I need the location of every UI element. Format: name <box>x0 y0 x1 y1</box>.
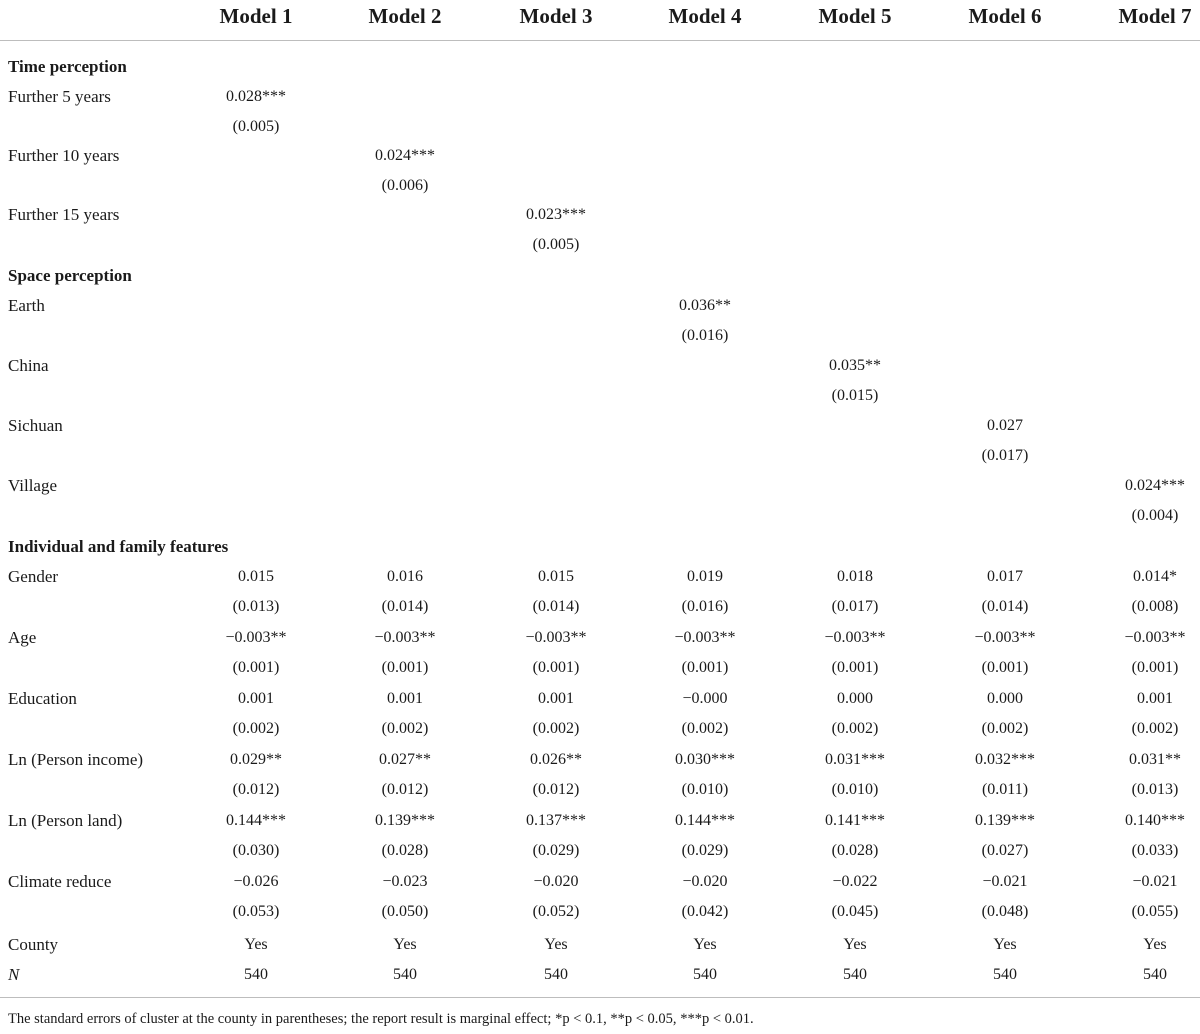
std-error-cell: (0.013) <box>1131 781 1179 798</box>
std-error-cell: (0.014) <box>981 598 1029 615</box>
footnote-p1: *p < 0.1, <box>555 1011 611 1027</box>
std-error-cell: (0.001) <box>681 659 729 676</box>
std-error-cell: (0.013) <box>232 598 280 615</box>
std-error-cell: (0.017) <box>831 598 879 615</box>
coefficient-cell: 0.024*** <box>375 147 435 164</box>
coefficient-cell: 0.141*** <box>825 812 885 829</box>
row-label: Education <box>8 689 77 708</box>
std-error-cell: (0.028) <box>831 842 879 859</box>
summary-cell: 540 <box>244 966 268 983</box>
coefficient-cell: 0.144*** <box>226 812 286 829</box>
std-error-cell: (0.006) <box>381 177 429 194</box>
coefficient-cell: 0.019 <box>687 568 723 585</box>
coefficient-cell: −0.003** <box>824 629 886 646</box>
column-header-model-5: Model 5 <box>818 4 892 28</box>
std-error-cell: (0.048) <box>981 903 1029 920</box>
coefficient-cell: −0.021 <box>1132 873 1178 890</box>
std-error-cell: (0.030) <box>232 842 280 859</box>
std-error-cell: (0.017) <box>981 447 1029 464</box>
std-error-cell: (0.011) <box>981 781 1029 798</box>
coefficient-cell: 0.029** <box>230 751 282 768</box>
coefficient-cell: 0.000 <box>837 690 873 707</box>
coefficient-cell: −0.020 <box>682 873 728 890</box>
summary-cell: Yes <box>393 936 417 953</box>
row-label: Further 5 years <box>8 87 111 106</box>
row-label: Earth <box>8 296 45 315</box>
row-label: Ln (Person land) <box>8 811 123 830</box>
coefficient-cell: 0.144*** <box>675 812 735 829</box>
row-label: Further 15 years <box>8 205 120 224</box>
column-header-model-4: Model 4 <box>668 4 742 28</box>
footnote-p2: **p < 0.05, <box>610 1011 681 1027</box>
std-error-cell: (0.042) <box>681 903 729 920</box>
coefficient-cell: −0.000 <box>682 690 728 707</box>
std-error-cell: (0.010) <box>681 781 729 798</box>
summary-cell: 540 <box>393 966 417 983</box>
std-error-cell: (0.005) <box>232 118 280 135</box>
coefficient-cell: 0.001 <box>1137 690 1173 707</box>
summary-row-label: County <box>8 935 59 954</box>
row-label: Village <box>8 476 58 495</box>
column-header-model-2: Model 2 <box>368 4 442 28</box>
coefficient-cell: −0.003** <box>1124 629 1186 646</box>
std-error-cell: (0.053) <box>232 903 280 920</box>
std-error-cell: (0.001) <box>532 659 580 676</box>
table-footnote <box>8 1010 754 1028</box>
std-error-cell: (0.002) <box>232 720 280 737</box>
coefficient-cell: 0.030*** <box>675 751 735 768</box>
std-error-cell: (0.002) <box>532 720 580 737</box>
summary-cell: 540 <box>1143 966 1167 983</box>
coefficient-cell: 0.023*** <box>526 206 586 223</box>
std-error-cell: (0.028) <box>381 842 429 859</box>
summary-cell: Yes <box>244 936 268 953</box>
coefficient-cell: −0.022 <box>832 873 878 890</box>
std-error-cell: (0.014) <box>532 598 580 615</box>
coefficient-cell: −0.026 <box>233 873 279 890</box>
section-title: Space perception <box>8 266 132 285</box>
row-label: China <box>8 356 49 375</box>
footnote-p3: ***p < 0.01. <box>680 1011 754 1027</box>
coefficient-cell: −0.003** <box>674 629 736 646</box>
std-error-cell: (0.002) <box>831 720 879 737</box>
row-label: Gender <box>8 567 59 586</box>
coefficient-cell: −0.023 <box>382 873 428 890</box>
footnote-text: The standard errors of cluster at the county in parentheses; the report result is marginal effect; <box>8 1011 556 1027</box>
coefficient-cell: 0.140*** <box>1125 812 1185 829</box>
std-error-cell: (0.002) <box>681 720 729 737</box>
coefficient-cell: 0.001 <box>538 690 574 707</box>
summary-cell: Yes <box>693 936 717 953</box>
summary-cell: Yes <box>544 936 568 953</box>
std-error-cell: (0.002) <box>981 720 1029 737</box>
row-label: Further 10 years <box>8 146 120 165</box>
row-label: Climate reduce <box>8 872 112 891</box>
std-error-cell: (0.029) <box>532 842 580 859</box>
summary-cell: 540 <box>993 966 1017 983</box>
coefficient-cell: 0.026** <box>530 751 582 768</box>
coefficient-cell: 0.014* <box>1133 568 1177 585</box>
coefficient-cell: −0.003** <box>525 629 587 646</box>
column-header-model-1: Model 1 <box>219 4 293 28</box>
coefficient-cell: 0.027 <box>987 417 1023 434</box>
coefficient-cell: 0.017 <box>987 568 1023 585</box>
std-error-cell: (0.015) <box>831 387 879 404</box>
summary-cell: Yes <box>1143 936 1167 953</box>
summary-row-label: N <box>8 965 20 984</box>
row-label: Age <box>8 628 37 647</box>
coefficient-cell: 0.031** <box>1129 751 1181 768</box>
std-error-cell: (0.052) <box>532 903 580 920</box>
coefficient-cell: 0.015 <box>538 568 574 585</box>
std-error-cell: (0.027) <box>981 842 1029 859</box>
summary-cell: 540 <box>843 966 867 983</box>
coefficient-cell: 0.015 <box>238 568 274 585</box>
coefficient-cell: −0.003** <box>374 629 436 646</box>
coefficient-cell: 0.035** <box>829 357 881 374</box>
std-error-cell: (0.001) <box>232 659 280 676</box>
coefficient-cell: 0.032*** <box>975 751 1035 768</box>
section-title: Time perception <box>8 57 127 76</box>
std-error-cell: (0.008) <box>1131 598 1179 615</box>
std-error-cell: (0.014) <box>381 598 429 615</box>
coefficient-cell: 0.001 <box>387 690 423 707</box>
coefficient-cell: 0.018 <box>837 568 873 585</box>
std-error-cell: (0.016) <box>681 327 729 344</box>
coefficient-cell: 0.024*** <box>1125 477 1185 494</box>
std-error-cell: (0.012) <box>381 781 429 798</box>
summary-cell: Yes <box>843 936 867 953</box>
summary-cell: 540 <box>544 966 568 983</box>
std-error-cell: (0.004) <box>1131 507 1179 524</box>
coefficient-cell: −0.003** <box>225 629 287 646</box>
std-error-cell: (0.045) <box>831 903 879 920</box>
column-header-model-3: Model 3 <box>519 4 593 28</box>
std-error-cell: (0.010) <box>831 781 879 798</box>
coefficient-cell: 0.139*** <box>975 812 1035 829</box>
coefficient-cell: 0.016 <box>387 568 423 585</box>
coefficient-cell: 0.139*** <box>375 812 435 829</box>
std-error-cell: (0.001) <box>831 659 879 676</box>
summary-cell: Yes <box>993 936 1017 953</box>
std-error-cell: (0.012) <box>532 781 580 798</box>
std-error-cell: (0.002) <box>381 720 429 737</box>
row-label: Ln (Person income) <box>8 750 144 769</box>
summary-cell: 540 <box>693 966 717 983</box>
coefficient-cell: 0.028*** <box>226 88 286 105</box>
std-error-cell: (0.033) <box>1131 842 1179 859</box>
std-error-cell: (0.002) <box>1131 720 1179 737</box>
coefficient-cell: 0.001 <box>238 690 274 707</box>
column-header-model-7: Model 7 <box>1118 4 1192 28</box>
coefficient-cell: 0.027** <box>379 751 431 768</box>
coefficient-cell: 0.137*** <box>526 812 586 829</box>
table-header-row <box>0 0 1200 41</box>
std-error-cell: (0.001) <box>981 659 1029 676</box>
coefficient-cell: 0.036** <box>679 297 731 314</box>
row-label: Sichuan <box>8 416 63 435</box>
std-error-cell: (0.055) <box>1131 903 1179 920</box>
column-header-model-6: Model 6 <box>968 4 1042 28</box>
coefficient-cell: 0.000 <box>987 690 1023 707</box>
std-error-cell: (0.005) <box>532 236 580 253</box>
std-error-cell: (0.050) <box>381 903 429 920</box>
coefficient-cell: −0.021 <box>982 873 1028 890</box>
std-error-cell: (0.029) <box>681 842 729 859</box>
std-error-cell: (0.012) <box>232 781 280 798</box>
section-title: Individual and family features <box>8 537 229 556</box>
std-error-cell: (0.001) <box>1131 659 1179 676</box>
std-error-cell: (0.001) <box>381 659 429 676</box>
coefficient-cell: 0.031*** <box>825 751 885 768</box>
table-bottom-rule <box>0 997 1200 998</box>
std-error-cell: (0.016) <box>681 598 729 615</box>
coefficient-cell: −0.003** <box>974 629 1036 646</box>
coefficient-cell: −0.020 <box>533 873 579 890</box>
